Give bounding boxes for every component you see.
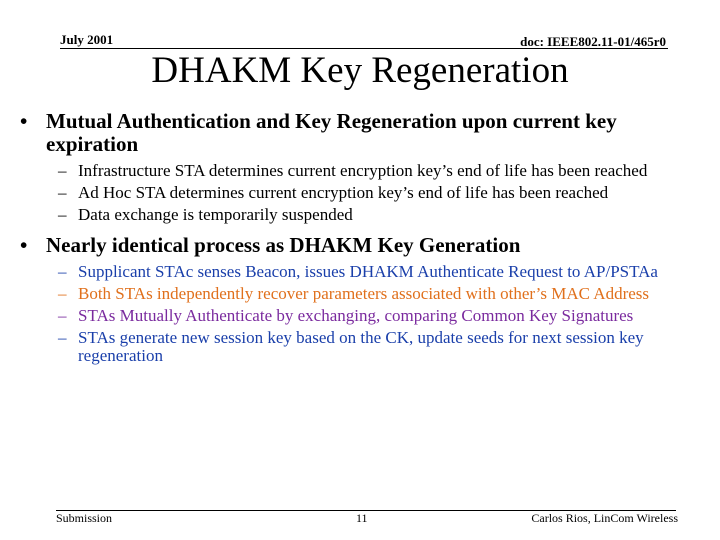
subitem-2-2 [0,285,720,303]
subitem-text: Data exchange is temporarily suspended [78,205,353,224]
bullet-1 [0,110,720,156]
subitem-text: Both STAs independently recover parameters associated with other’s MAC Address [78,284,650,303]
dash-icon: – [58,183,67,202]
bullet-dot-icon: • [20,233,28,257]
bullet-dot-icon: • [20,109,28,133]
bullet-1-subitems [0,162,720,224]
subitem-2-3 [0,307,720,325]
footer-author: Carlos Rios, LinCom Wireless [531,511,678,525]
bullet-1-text: Mutual Authentication and Key Regeneration upon current key expiration [46,109,617,156]
subitem-text: STAs Mutually Authenticate by exchanging, comparing Common Key Signatures [78,306,634,325]
slide-title: DHAKM Key Regeneration [151,50,569,91]
footer-page-number: 11 [356,511,368,525]
dash-icon: – [58,205,67,224]
header-date: July 2001 [60,32,114,47]
footer-submission: Submission [56,511,113,525]
dash-icon: – [58,262,67,281]
bullet-2 [0,234,720,257]
subitem-1-2 [0,184,720,202]
subitem-text: Supplicant STAc senses Beacon, issues DHAKM Authenticate Request to AP/PSTAa [78,262,658,281]
subitem-text: Infrastructure STA determines current encryption key’s end of life has been reached [78,161,648,180]
slide-body [0,110,720,369]
bullet-2-text: Nearly identical process as DHAKM Key Generation [46,233,521,257]
subitem-2-1 [0,263,720,281]
bullet-2-subitems [0,263,720,365]
dash-icon: – [58,161,67,180]
subitem-1-3 [0,206,720,224]
dash-icon: – [58,306,67,325]
dash-icon: – [58,328,67,347]
subitem-text: STAs generate new session key based on the CK, update seeds for next session key regeneration [78,328,644,365]
header-doc-id: doc: IEEE802.11-01/465r0 [520,34,666,49]
dash-icon: – [58,284,67,303]
subitem-2-4 [0,329,720,365]
subitem-1-1 [0,162,720,180]
subitem-text: Ad Hoc STA determines current encryption key’s end of life has been reached [78,183,609,202]
